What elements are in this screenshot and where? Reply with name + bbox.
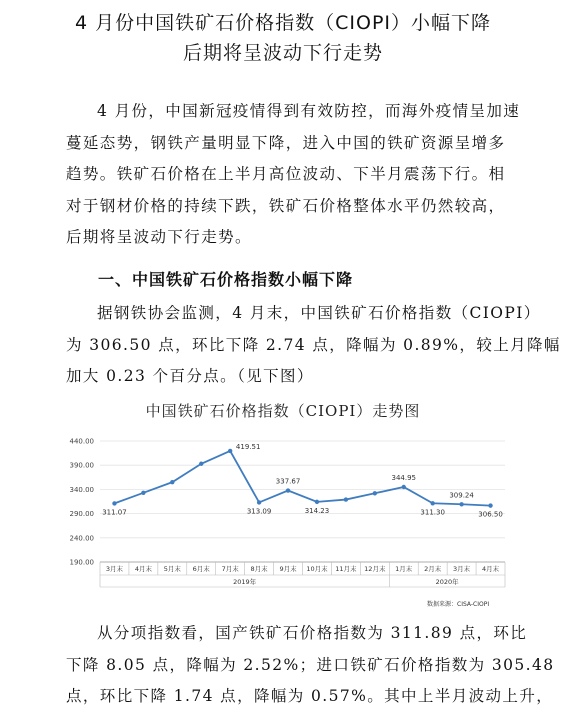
intro-line: 趋势。铁矿石价格在上半月高位波动、下半月震荡下行。相 [66, 165, 506, 183]
data-point [344, 497, 348, 501]
x-tick-label: 3月末 [453, 565, 471, 573]
x-tick-label: 10月末 [306, 565, 328, 573]
paragraph-line: 点，环比下降 1.74 点，降幅为 0.57%。其中上半月波动上升， [66, 687, 554, 705]
data-label: 309.24 [449, 491, 474, 500]
x-tick-label: 1月末 [395, 565, 413, 573]
section-heading: 一、中国铁矿石价格指数小幅下降 [98, 270, 354, 289]
x-tick-label: 11月末 [335, 565, 357, 573]
data-label: 344.95 [391, 474, 416, 483]
data-label: 306.50 [478, 510, 503, 519]
intro-line: 对于钢材价格的持续下跌，铁矿石价格整体水平仍然较高， [66, 196, 506, 215]
data-point [373, 491, 377, 495]
x-tick-label: 4月末 [134, 565, 152, 573]
x-tick-label: 8月末 [250, 565, 268, 573]
data-point [459, 502, 463, 506]
y-tick-label: 390.00 [69, 461, 94, 470]
data-point [199, 462, 203, 466]
data-point [228, 449, 232, 453]
y-tick-label: 290.00 [69, 510, 94, 519]
series-line-ciopi [114, 451, 490, 506]
paragraph-line: 为 306.50 点，环比下降 2.74 点，降幅为 0.89%，较上月降幅 [66, 335, 561, 354]
y-tick-label: 440.00 [69, 437, 94, 446]
data-point [402, 485, 406, 489]
paragraph-line: 下降 8.05 点，降幅为 2.52%；进口铁矿石价格指数为 305.48 [66, 655, 555, 674]
paragraph-line: 加大 0.23 个百分点。（见下图） [66, 367, 314, 385]
data-point [257, 500, 261, 504]
data-label: 311.30 [420, 508, 445, 517]
x-tick-label: 2月末 [424, 565, 442, 573]
chart-source: 数据来源：CISA-CIOPI [427, 601, 490, 608]
article-title-line-1: 4 月份中国铁矿石价格指数（CIOPI）小幅下降 [74, 12, 491, 34]
year-label: 2019年 [233, 578, 257, 586]
data-point [170, 480, 174, 484]
x-tick-label: 7月末 [221, 565, 239, 573]
intro-line: 4 月份，中国新冠疫情得到有效防控，而海外疫情呈加速 [97, 102, 521, 120]
data-label: 337.67 [275, 477, 301, 486]
intro-line: 后期将呈波动下行走势。 [66, 228, 252, 246]
data-label: 314.23 [304, 506, 330, 515]
data-point [112, 501, 116, 505]
year-label: 2020年 [435, 578, 459, 586]
data-label: 313.09 [246, 507, 272, 516]
x-tick-label: 5月末 [163, 565, 181, 573]
y-tick-label: 190.00 [69, 558, 94, 567]
data-label: 419.51 [235, 442, 261, 451]
data-point [430, 501, 434, 505]
data-point [488, 503, 492, 507]
x-tick-label: 9月末 [279, 565, 297, 573]
x-tick-label: 12月末 [364, 565, 386, 573]
intro-line: 蔓延态势，钢铁产量明显下降，进入中国的铁矿资源呈增多 [66, 133, 506, 152]
x-tick-label: 6月末 [192, 565, 210, 573]
paragraph-line: 据钢铁协会监测，4 月末，中国铁矿石价格指数（CIOPI） [97, 304, 541, 322]
y-tick-label: 240.00 [69, 534, 94, 543]
data-point [141, 491, 145, 495]
data-point [286, 488, 290, 492]
paragraph-line: 从分项指数看，国产铁矿石价格指数为 311.89 点，环比 [97, 624, 528, 642]
x-tick-label: 3月末 [105, 565, 124, 573]
section2-paragraph [66, 618, 555, 713]
data-label: 311.07 [102, 508, 127, 517]
chart-title: 中国铁矿石价格指数（CIOPI）走势图 [145, 402, 421, 420]
x-tick-label: 4月末 [481, 565, 500, 573]
article-title-line-2: 后期将呈波动下行走势 [182, 42, 383, 64]
y-tick-label: 340.00 [69, 485, 94, 494]
data-point [315, 500, 319, 504]
